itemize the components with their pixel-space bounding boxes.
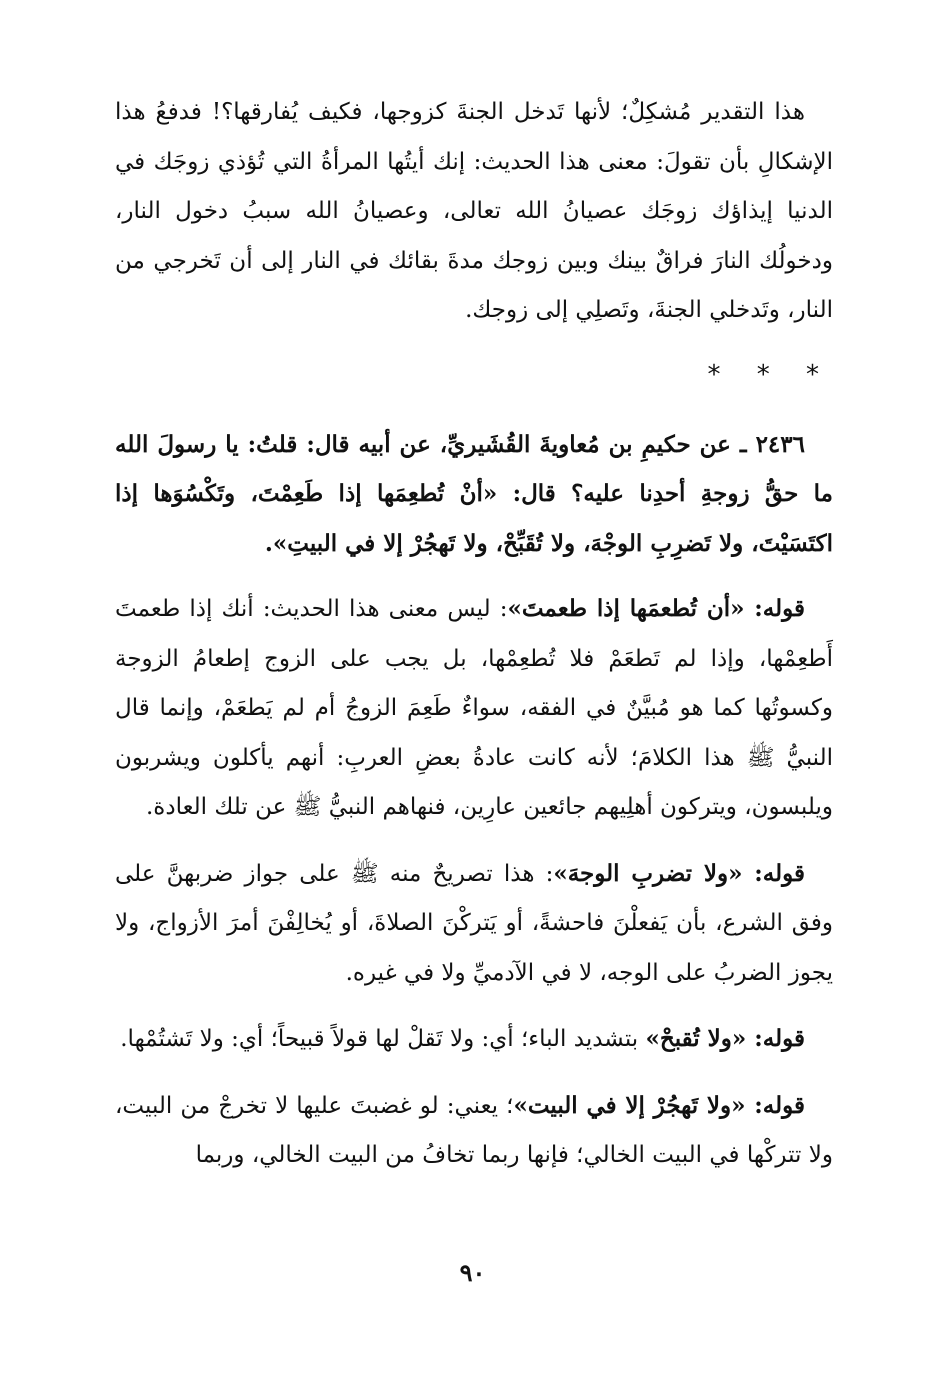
commentary-paragraph-face xyxy=(115,849,833,999)
commentary-text: بتشديد الباء؛ أي: ولا تَقلْ لها قولاً قبيحاً؛ أي: ولا تَشتُمْها. xyxy=(120,1026,646,1052)
commentary-label: قوله: «ولا تضربِ الوجهَ» xyxy=(553,859,805,887)
page-number: ٩٠ xyxy=(459,1258,486,1287)
commentary-text: ؛ يعني: لو غضبتَ عليها لا تخرجْ من البيت، ولا تتركْها في البيت الخالي؛ فإنها ربما تخافُ من البيت الخالي، وربما xyxy=(115,1092,833,1168)
section-separator: * * * xyxy=(707,359,833,390)
commentary-label: قوله: «ولا تَهجُرْ إلا في البيت» xyxy=(513,1091,805,1119)
commentary-paragraph-insult xyxy=(115,1014,833,1065)
page-body xyxy=(115,88,833,1181)
commentary-paragraph: هذا التقدير مُشكِلٌ؛ لأنها تَدخل الجنةَ كزوجها، فكيف يُفارقها؟! فدفعُ هذا الإشكالِ بأن تقولَ: معنى هذا الحديث: إنك أيتُها المرأةُ التي تُؤذي زوجَك في الدنيا إيذاؤك زوجَك عصيانُ الله تعالى، وعصيانُ الله سببُ دخول النار، ودخولُك النارَ فراقٌ بينك وبين زوجك مدةَ بقائك في النار إلى أن تَخرجي من النار، وتَدخلي الجنةَ، وتَصلِي إلى زوجك. xyxy=(115,99,833,323)
commentary-text: : هذا تصريحٌ منه ﷺ على جواز ضربهنَّ على وفق الشرع، بأن يَفعلْنَ فاحشةً، أو يَتركْنَ الصلاةَ، أو يُخالِفْنَ أمرَ الأزواج، ولا يجوز الضربُ على الوجه، لا في الآدميِّ ولا في غيره. xyxy=(115,860,833,986)
commentary-label: قوله: «أن تُطعمَها إذا طعمتَ» xyxy=(507,595,805,622)
commentary-paragraph-house xyxy=(115,1081,833,1181)
commentary-text: : ليس معنى هذا الحديث: أنك إذا طعمتَ أَطعِمْها، وإذا لم تَطعَمْ فلا تُطعِمْها، بل يجب على الزوج إطعامُ الزوجة وكسوتُها كما هو مُبيَّنٌ في الفقه، سواءٌ طَعِمَ الزوجُ أم لم يَطعَمْ، وإنما قال النبيُّ ﷺ هذا الكلامَ؛ لأنه كانت عادةُ بعضِ العربِ: أنهم يأكلون ويشربون ويلبسون، ويتركون أهلِيهم جائعين عارِين، فنهاهم النبيُّ ﷺ عن تلك العادة. xyxy=(115,596,833,820)
commentary-label: قوله: «ولا تُقبحْ» xyxy=(645,1025,805,1052)
commentary-paragraph-feeding xyxy=(115,584,833,833)
hadith-text: ٢٤٣٦ ـ عن حكيمِ بن مُعاويةَ القُشَيريِّ، عن أبيه قال: قلتُ: يا رسولَ الله ما حقُّ زوجةِ أحدِنا عليه؟ قال: «أنْ تُطعِمَها إذا طَعِمْتَ، وتَكْسُوَها إذا اكتَسَيْتَ، ولا تَضرِبِ الوجْهَ، ولا تُقَبِّحْ، ولا تَهجُرْ إلا في البيتِ». xyxy=(115,430,833,557)
